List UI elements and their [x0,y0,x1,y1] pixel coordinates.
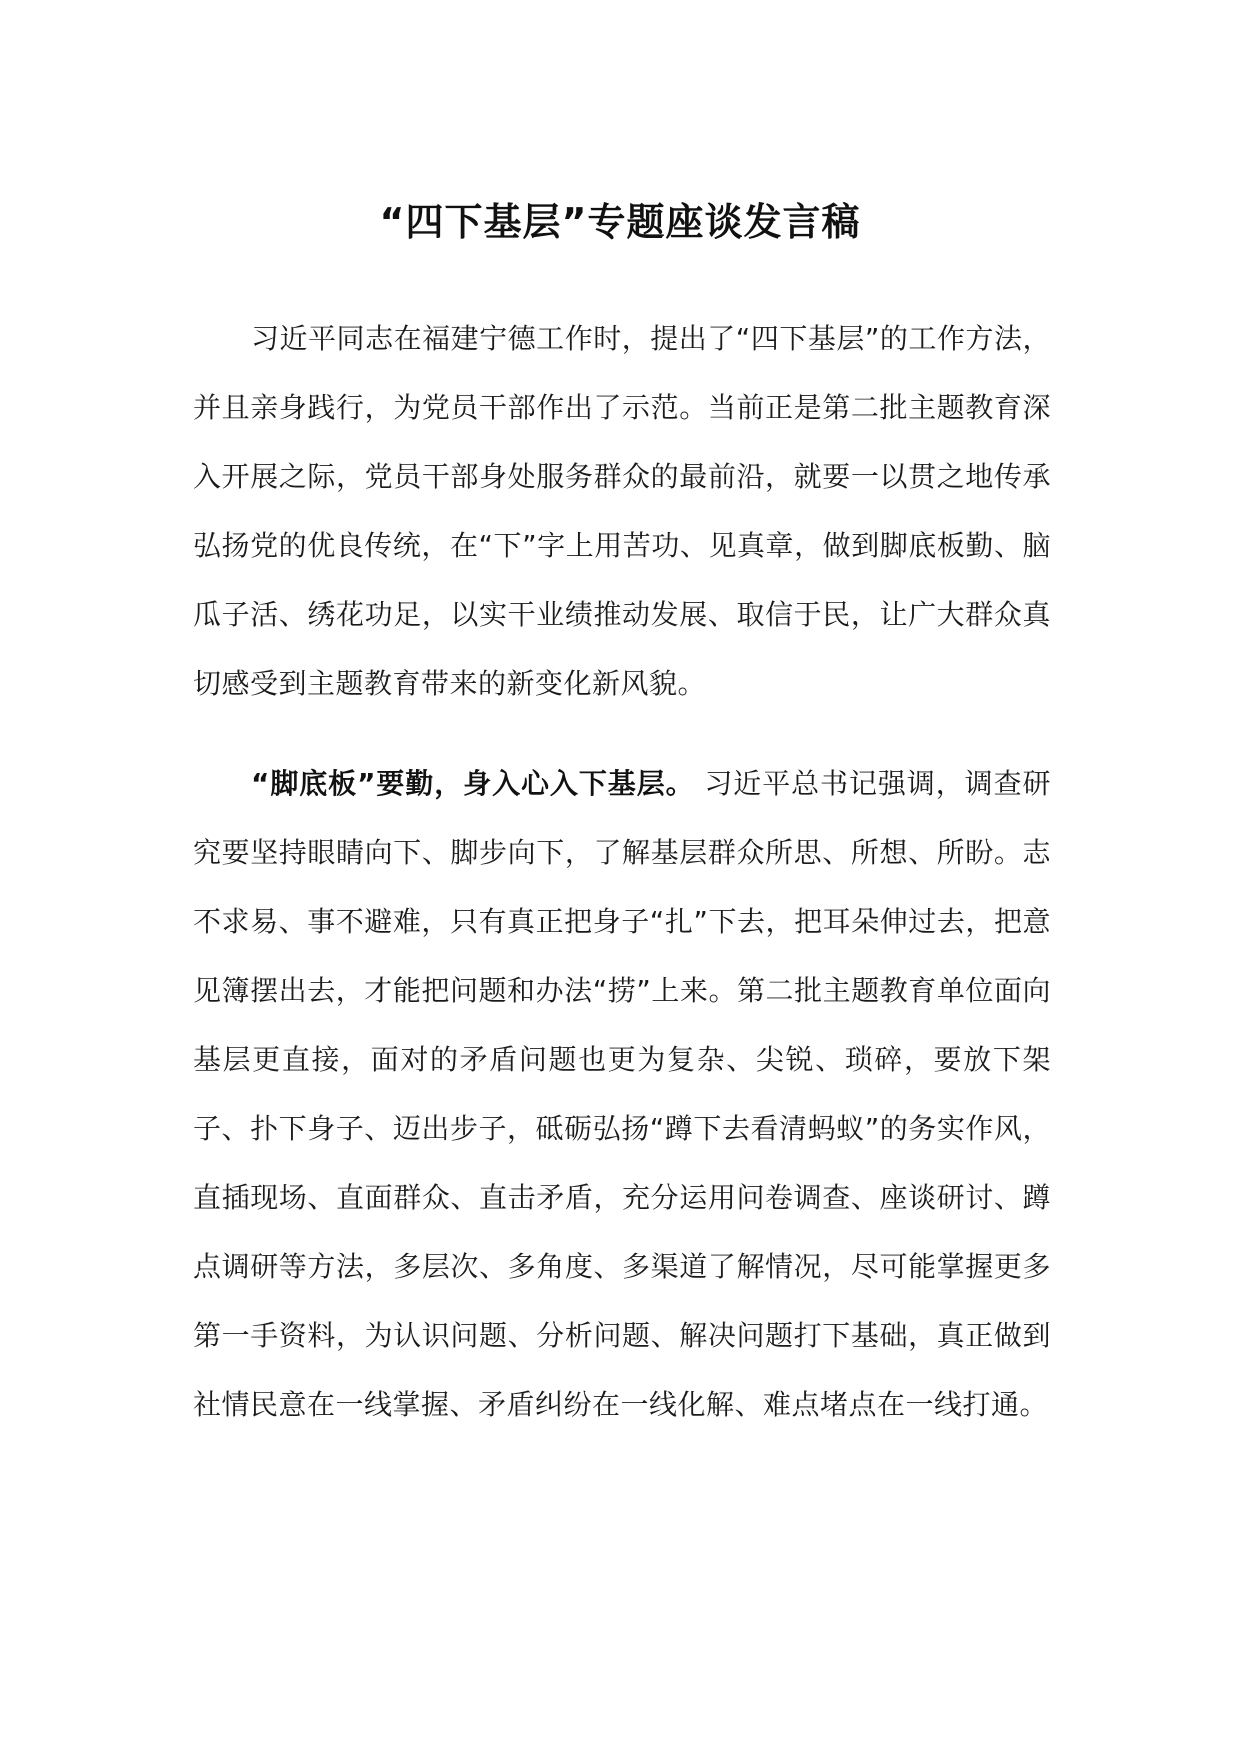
paragraph-intro-text: 习近平同志在福建宁德工作时，提出了“四下基层”的工作方法，并且亲身践行，为党员干部作出了示范。当前正是第二批主题教育深入开展之际，党员干部身处服务群众的最前沿，就要一以贯之地传承弘扬党的优良传统，在“下”字上用苦功、见真章，做到脚底板勤、脑瓜子活、绣花功足，以实干业绩推动发展、取信于民，让广大群众真切感受到主题教育带来的新变化新风貌。 [193,322,1051,700]
section-1-text: 习近平总书记强调，调查研究要坚持眼睛向下、脚步向下，了解基层群众所思、所想、所盼。志不求易、事不避难，只有真正把身子“扎”下去，把耳朵伸过去，把意见簿摆出去，才能把问题和办法“捞”上来。第二批主题教育单位面向基层更直接，面对的矛盾问题也更为复杂、尖锐、琐碎，要放下架子、扑下身子、迈出步子，砥砺弘扬“蹲下去看清蚂蚁”的务实作风，直插现场、直面群众、直击矛盾，充分运用问卷调查、座谈研讨、蹲点调研等方法，多层次、多角度、多渠道了解情况，尽可能掌握更多第一手资料，为认识问题、分析问题、解决问题打下基础，真正做到社情民意在一线掌握、矛盾纠纷在一线化解、难点堵点在一线打通。 [193,767,1051,1421]
paragraph-section-1 [193,749,1051,1439]
section-1-heading: “脚底板”要勤，身入心入下基层。 [251,767,695,800]
document-title: “四下基层”专题座谈发言稿 [379,200,861,244]
paragraph-intro [193,304,1051,718]
